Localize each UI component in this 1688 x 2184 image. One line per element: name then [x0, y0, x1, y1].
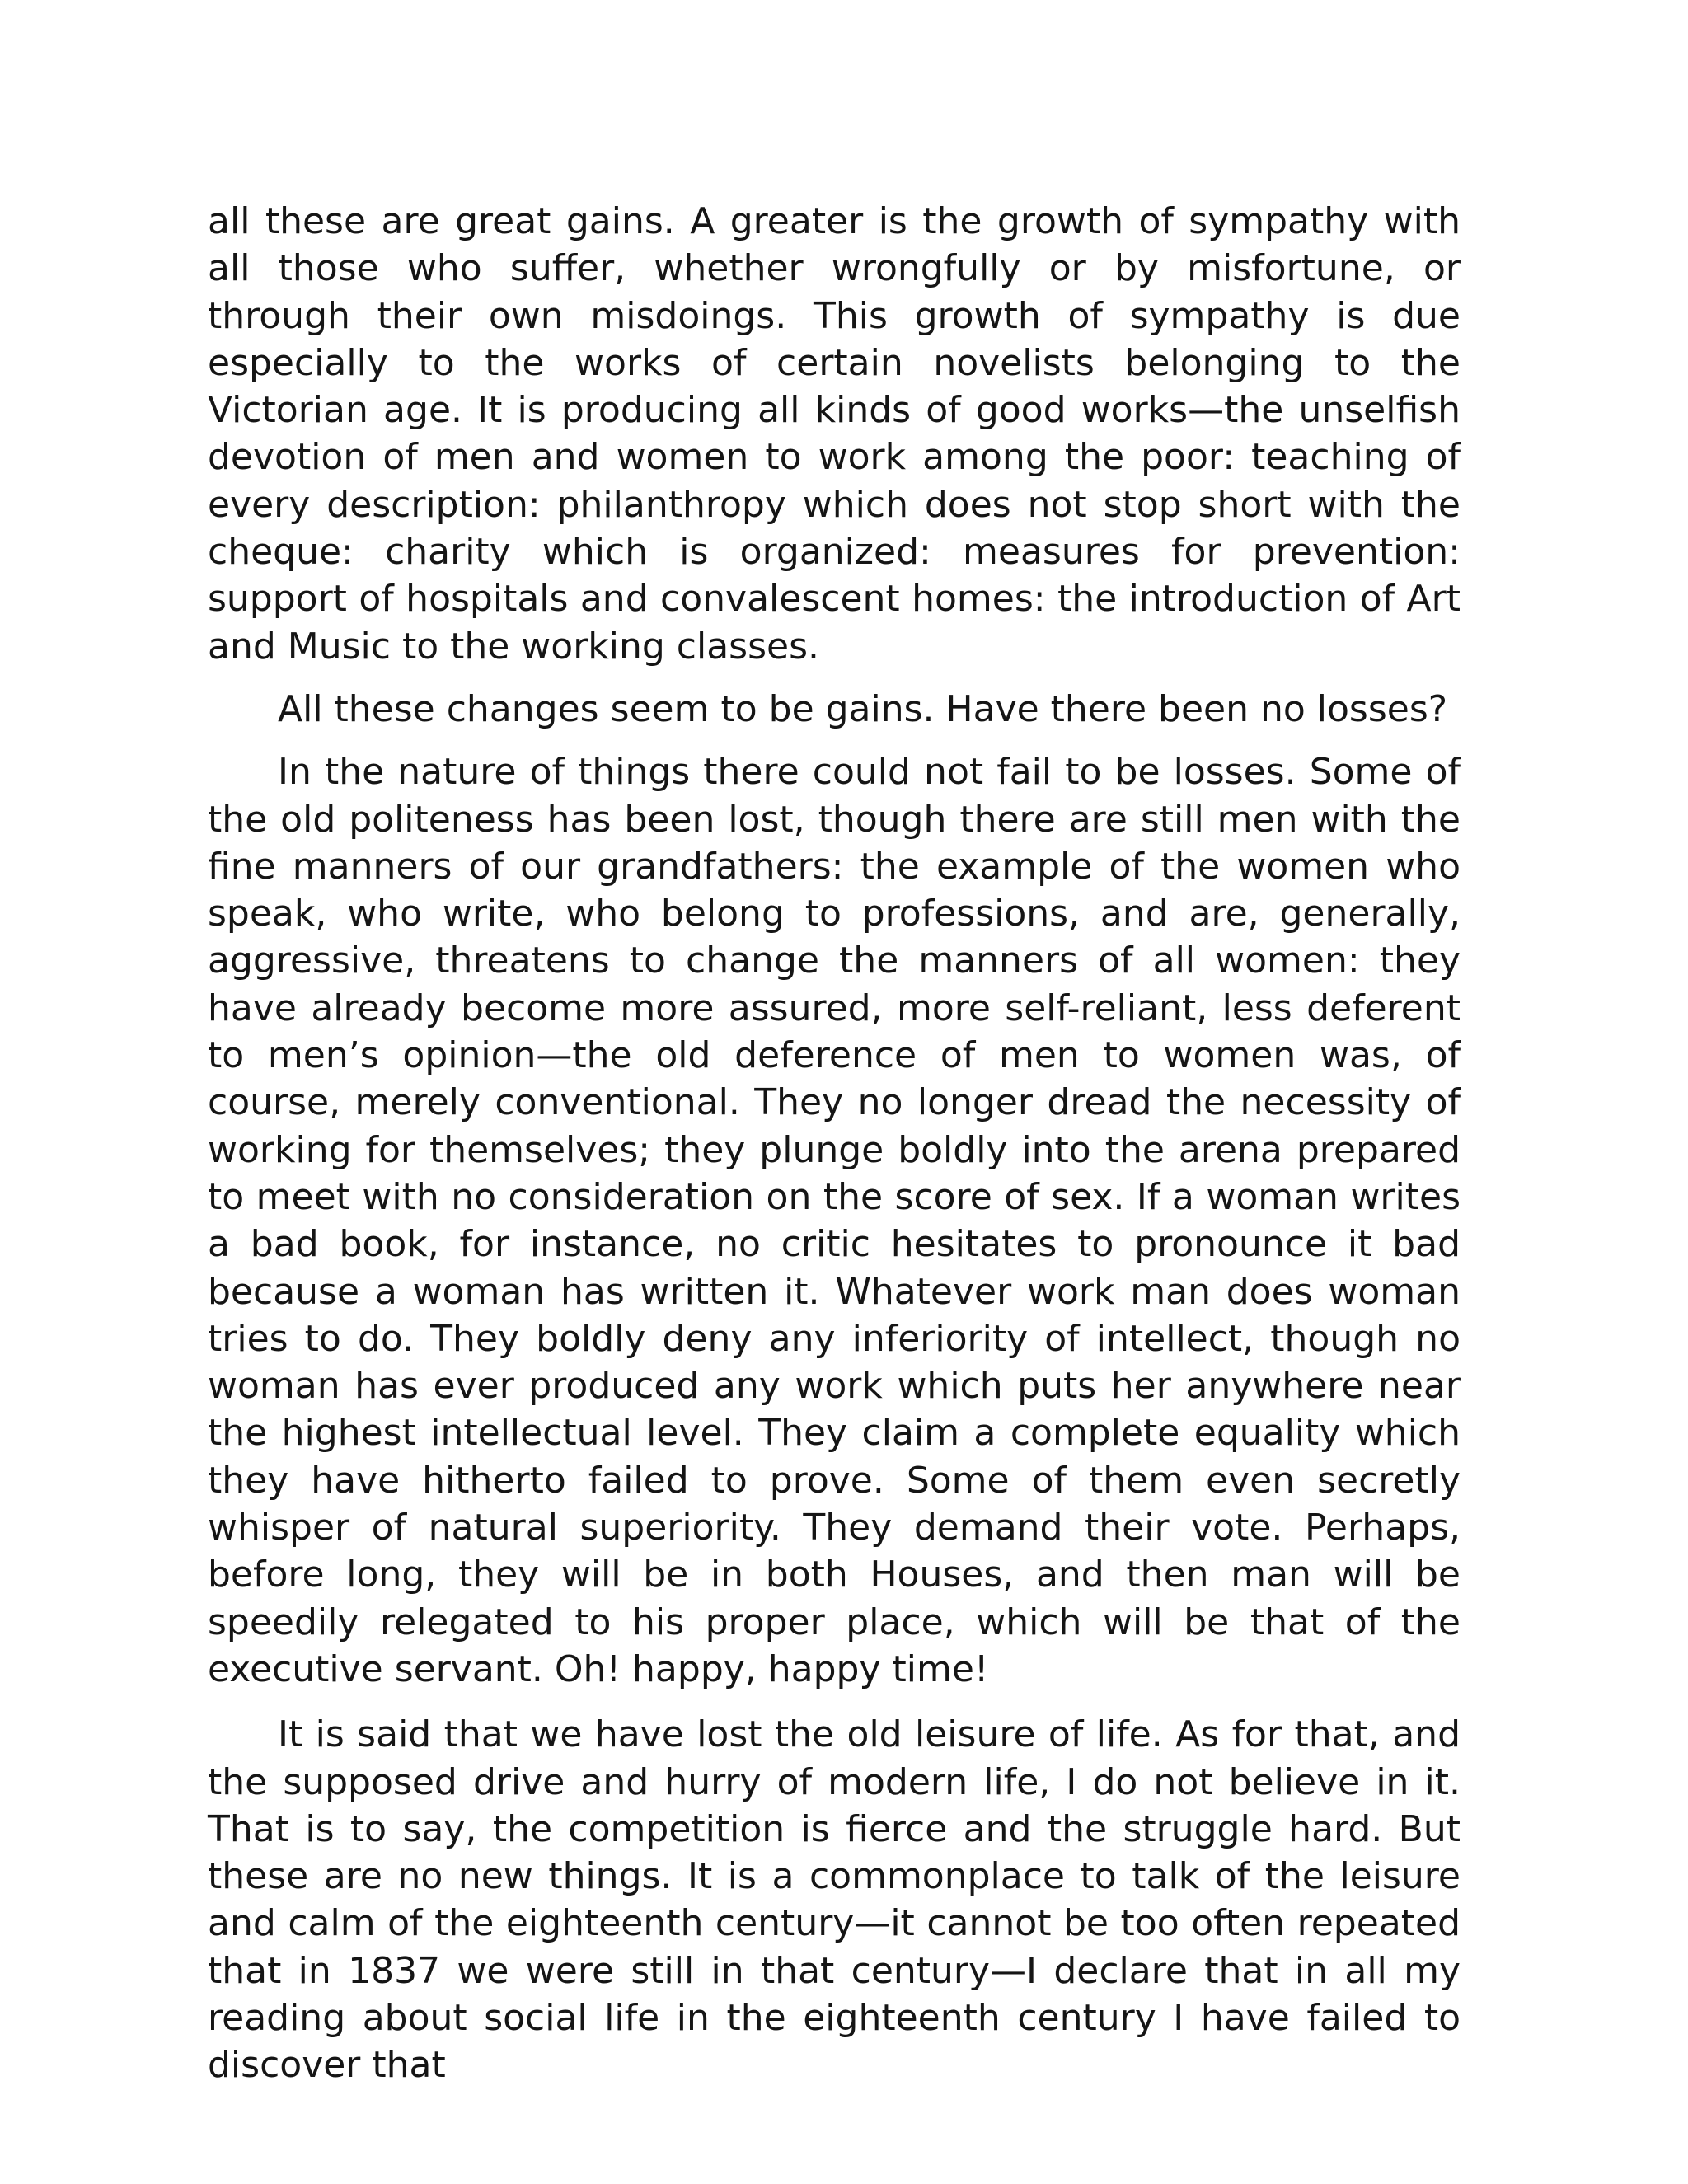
paragraph-losses: In the nature of things there could not fail to be losses. Some of the old politeness has been lost, though there are still men with the fine manners of our grandfathers: the example of the women who speak, who write, who belong to professions, and are, generally, aggressive, threatens to change the manners of all women: they have already become more assured, more self-reliant, less deferent to men’s opinion—the old deference of men to women was, of course, merely conventional. They no longer dread the necessity of working for themselves; they plunge boldly into the arena prepared to meet with no consideration on the score of sex. If a woman writes a bad book, for instance, no critic hesitates to pronounce it bad because a woman has written it. Whatever work man does woman tries to do. They boldly deny any inferiority of intellect, though no woman has ever produced any work which puts her anywhere near the highest intellectual level. They claim a complete equality which they have hitherto failed to prove. Some of them even secretly whisper of natural superiority. They demand their vote. Perhaps, before long, they will be in both Houses, and then man will be speedily relegated to his proper place, which will be that of the executive servant. Oh! happy, happy time!: [208, 751, 1461, 1690]
paragraph-leisure: It is said that we have lost the old leisure of life. As for that, and the supposed drive and hurry of modern life, I do not believe in it. That is to say, the competition is fierce and the struggle hard. But these are no new things. It is a commonplace to talk of the leisure and calm of the eighteenth century—it cannot be too often repeated that in 1837 we were still in that century—I declare that in all my reading about social life in the eighteenth century I have failed to discover that: [208, 1713, 1461, 2087]
paragraph-continued: all these are great gains. A greater is the growth of sympathy with all those who suffer, whether wrongfully or by misfortune, or through their own misdoings. This growth of sympathy is due especially to the works of certain novelists belonging to the Victorian age. It is producing all kinds of good works—the unselfish devotion of men and women to work among the poor: teaching of every description: philanthropy which does not stop short with the cheque: charity which is organized: measures for prevention: support of hospitals and convalescent homes: the introduction of Art and Music to the working classes.: [208, 200, 1461, 668]
paragraph-question: All these changes seem to be gains. Have there been no losses?: [278, 687, 1448, 730]
page-body: [208, 198, 1461, 2089]
